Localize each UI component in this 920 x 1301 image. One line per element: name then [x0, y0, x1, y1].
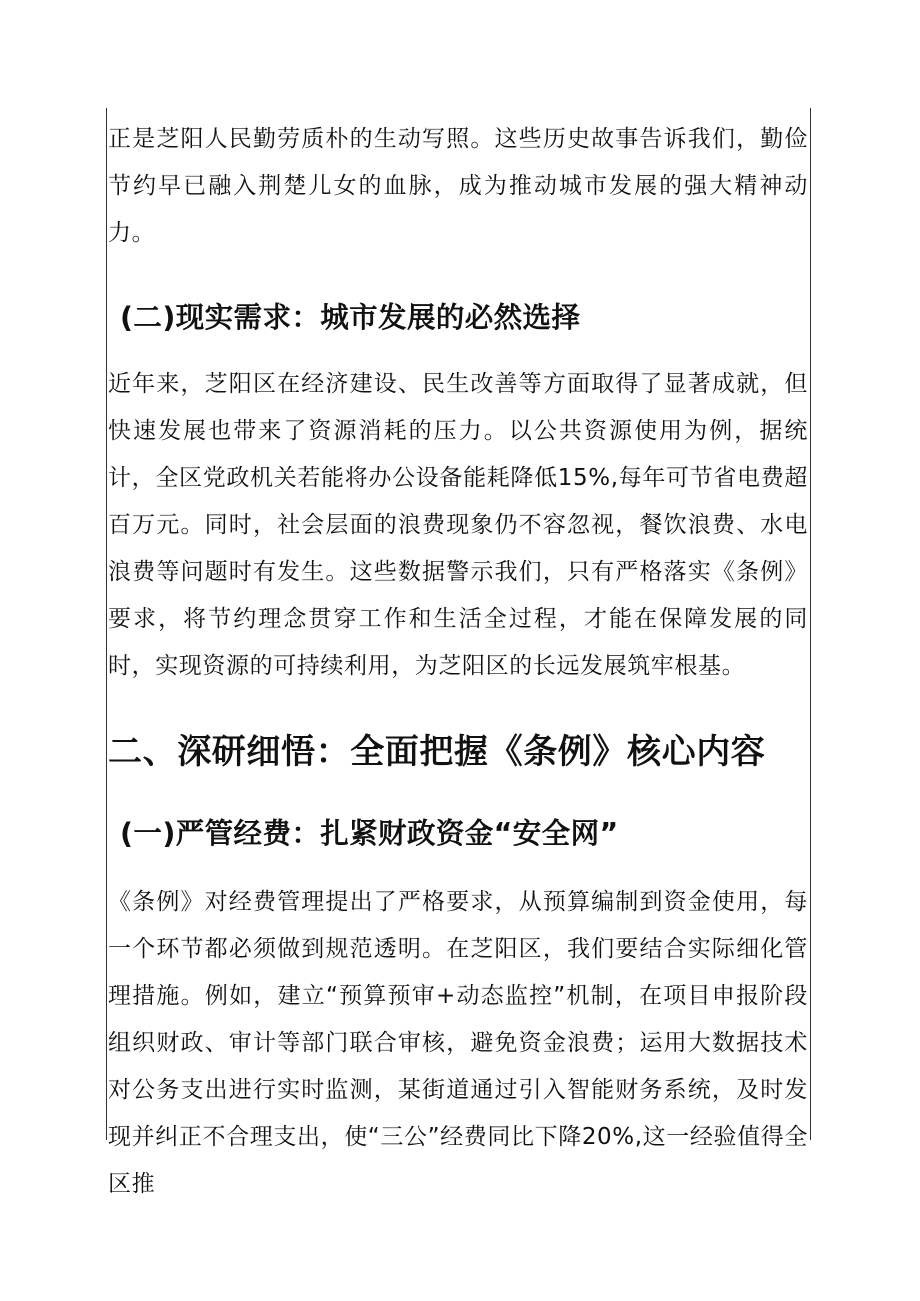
section-2-paragraph: 近年来，芝阳区在经济建设、民生改善等方面取得了显著成就，但快速发展也带来了资源消耗的压力。以公共资源使用为例，据统计，全区党政机关若能将办公设备能耗降低15%,每年可节省电费超百万元。同时，社会层面的浪费现象仍不容忽视，餐饮浪费、水电浪费等问题时有发生。这些数据警示我们，只有严格落实《条例》要求，将节约理念贯穿工作和生活全过程，才能在保障发展的同时，实现资源的可持续利用，为芝阳区的长远发展筑牢根基。 [108, 371, 808, 679]
document-body [108, 116, 808, 1208]
left-border-line [106, 108, 107, 1140]
intro-paragraph: 正是芝阳人民勤劳质朴的生动写照。这些历史故事告诉我们，勤俭节约早已融入荆楚儿女的血脉，成为推动城市发展的强大精神动力。 [108, 126, 808, 246]
right-border-line [810, 108, 811, 1140]
subsection-1-heading: (一)严管经费：扎紧财政资金“安全网” [120, 817, 619, 850]
section-2-heading: (二)现实需求：城市发展的必然选择 [120, 301, 581, 334]
subsection-1-paragraph: 《条例》对经费管理提出了严格要求，从预算编制到资金使用，每一个环节都必须做到规范透明。在芝阳区，我们要结合实际细化管理措施。例如，建立“预算预审+动态监控”机制，在项目申报阶段组织财政、审计等部门联合审核，避免资金浪费；运用大数据技术对公务支出进行实时监测，某街道通过引入智能财务系统，及时发现并纠正不合理支出，使“三公”经费同比下降20%,这一经验值得全区推 [108, 889, 808, 1197]
part-2-heading: 二、深研细悟：全面把握《条例》核心内容 [108, 732, 766, 772]
